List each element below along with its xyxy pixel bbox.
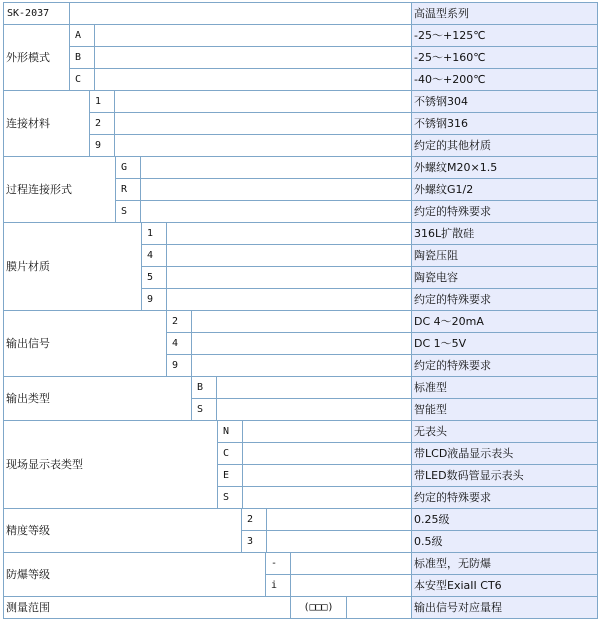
category-label: 防爆等级 xyxy=(4,553,266,597)
option-blank-cell xyxy=(192,355,412,377)
option-description: 外螺纹G1/2 xyxy=(412,179,598,201)
option-description: 陶瓷电容 xyxy=(412,267,598,289)
table-row xyxy=(4,157,598,179)
option-blank-cell xyxy=(95,47,412,69)
option-code: 2 xyxy=(167,311,192,333)
option-code: A xyxy=(70,25,95,47)
table-row xyxy=(4,135,598,157)
option-code: 4 xyxy=(167,333,192,355)
option-description: 约定的特殊要求 xyxy=(412,355,598,377)
option-description: -25～+160℃ xyxy=(412,47,598,69)
range-blank-cell xyxy=(347,597,412,619)
header-row xyxy=(4,3,598,25)
option-description: 约定的特殊要求 xyxy=(412,289,598,311)
option-code: 1 xyxy=(90,91,115,113)
table-row xyxy=(4,91,598,113)
measurement-range-row xyxy=(4,597,598,619)
option-code: 9 xyxy=(167,355,192,377)
table-row xyxy=(4,311,598,333)
option-blank-cell xyxy=(243,465,412,487)
option-code: i xyxy=(266,575,291,597)
option-description: 约定的其他材质 xyxy=(412,135,598,157)
option-description: 陶瓷压阻 xyxy=(412,245,598,267)
option-description: 智能型 xyxy=(412,399,598,421)
option-blank-cell xyxy=(243,487,412,509)
option-blank-cell xyxy=(243,443,412,465)
category-label: 精度等级 xyxy=(4,509,242,553)
option-code: G xyxy=(116,157,141,179)
table-row xyxy=(4,69,598,91)
option-code: - xyxy=(266,553,291,575)
table-row xyxy=(4,47,598,69)
option-description: 316L扩散硅 xyxy=(412,223,598,245)
table-row xyxy=(4,421,598,443)
option-blank-cell xyxy=(217,399,412,421)
option-blank-cell xyxy=(95,69,412,91)
category-label: 膜片材质 xyxy=(4,223,142,311)
option-code: N xyxy=(218,421,243,443)
option-description: 标准型 xyxy=(412,377,598,399)
option-description: 带LED数码管显示表头 xyxy=(412,465,598,487)
option-blank-cell xyxy=(141,201,412,223)
option-description: 外螺纹M20×1.5 xyxy=(412,157,598,179)
category-label: 输出类型 xyxy=(4,377,192,421)
option-blank-cell xyxy=(192,333,412,355)
option-description: 0.5级 xyxy=(412,531,598,553)
table-row xyxy=(4,553,598,575)
measurement-range-label: 测量范围 xyxy=(4,597,291,619)
table-row xyxy=(4,223,598,245)
table-row xyxy=(4,377,598,399)
category-label: 外形模式 xyxy=(4,25,70,91)
table-row xyxy=(4,25,598,47)
option-code: 2 xyxy=(90,113,115,135)
option-code: 5 xyxy=(142,267,167,289)
option-blank-cell xyxy=(167,245,412,267)
option-blank-cell xyxy=(267,509,412,531)
option-description: -40～+200℃ xyxy=(412,69,598,91)
option-code: S xyxy=(192,399,217,421)
series-name: 高温型系列 xyxy=(412,3,598,25)
option-description: 带LCD液晶显示表头 xyxy=(412,443,598,465)
option-blank-cell xyxy=(167,223,412,245)
range-description: 输出信号对应量程 xyxy=(412,597,598,619)
option-blank-cell xyxy=(95,25,412,47)
option-blank-cell xyxy=(291,553,412,575)
model-number: SK-2037 xyxy=(4,3,70,25)
option-blank-cell xyxy=(115,135,412,157)
option-code: 9 xyxy=(142,289,167,311)
option-description: 约定的特殊要求 xyxy=(412,201,598,223)
option-description: 无表头 xyxy=(412,421,598,443)
option-code: B xyxy=(192,377,217,399)
option-code: 9 xyxy=(90,135,115,157)
option-code: S xyxy=(116,201,141,223)
option-description: -25～+125℃ xyxy=(412,25,598,47)
option-blank-cell xyxy=(115,113,412,135)
option-code: 2 xyxy=(242,509,267,531)
header-blank-cell xyxy=(70,3,412,25)
option-code: R xyxy=(116,179,141,201)
option-blank-cell xyxy=(291,575,412,597)
option-code: 1 xyxy=(142,223,167,245)
category-label: 连接材料 xyxy=(4,91,90,157)
category-label: 现场显示表类型 xyxy=(4,421,218,509)
option-blank-cell xyxy=(167,267,412,289)
option-blank-cell xyxy=(217,377,412,399)
option-description: DC 1～5V xyxy=(412,333,598,355)
table-row xyxy=(4,509,598,531)
option-blank-cell xyxy=(267,531,412,553)
model-selection-table xyxy=(3,2,598,619)
option-code: 3 xyxy=(242,531,267,553)
option-description: 标准型，无防爆 xyxy=(412,553,598,575)
option-description: 本安型ExiaII CT6 xyxy=(412,575,598,597)
option-code: E xyxy=(218,465,243,487)
option-blank-cell xyxy=(141,179,412,201)
option-code: S xyxy=(218,487,243,509)
option-blank-cell xyxy=(115,91,412,113)
option-blank-cell xyxy=(141,157,412,179)
option-blank-cell xyxy=(243,421,412,443)
range-placeholder: (□□□) xyxy=(291,597,347,619)
category-label: 过程连接形式 xyxy=(4,157,116,223)
option-code: C xyxy=(70,69,95,91)
option-blank-cell xyxy=(167,289,412,311)
option-description: 不锈钢304 xyxy=(412,91,598,113)
category-label: 输出信号 xyxy=(4,311,167,377)
option-description: 约定的特殊要求 xyxy=(412,487,598,509)
option-description: DC 4～20mA xyxy=(412,311,598,333)
option-code: 4 xyxy=(142,245,167,267)
option-blank-cell xyxy=(192,311,412,333)
option-description: 不锈钢316 xyxy=(412,113,598,135)
option-code: B xyxy=(70,47,95,69)
table-row xyxy=(4,113,598,135)
option-description: 0.25级 xyxy=(412,509,598,531)
option-code: C xyxy=(218,443,243,465)
